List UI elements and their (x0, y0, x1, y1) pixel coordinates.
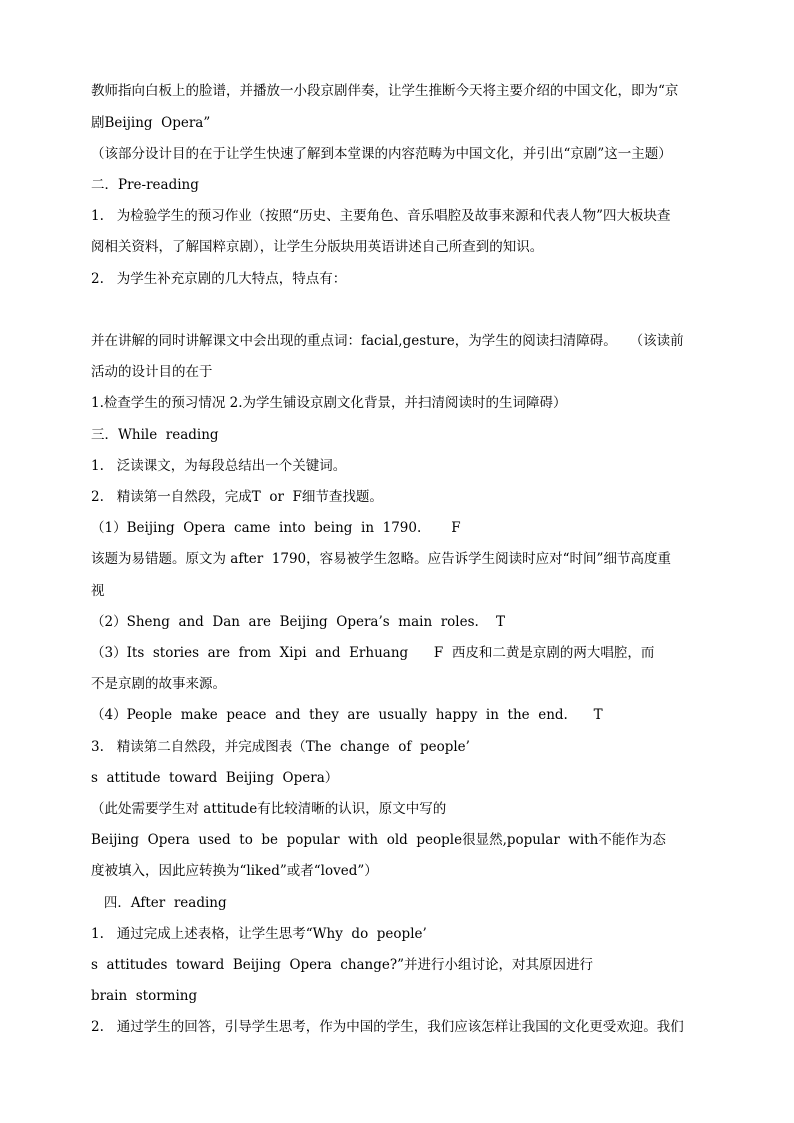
text-line: Beijing Opera used to be popular with old people很显然,popular with不能作为态 (91, 832, 666, 848)
section-heading: 四．After reading (91, 895, 227, 911)
text-line: 并在讲解的同时讲解课文中会出现的重点词：facial,gesture，为学生的阅读扫清障碍。 （该读前 (91, 333, 684, 349)
text-line: 2. 精读第一自然段，完成T or F细节查找题。 (91, 489, 383, 505)
text-line: 1. 为检验学生的预习作业（按照“历史、主要角色、音乐唱腔及故事来源和代表人物”四大板块查 (91, 208, 671, 224)
text-line: 2. 通过学生的回答，引导学生思考，作为中国的学生，我们应该怎样让我国的文化更受欢迎。我们 (91, 1019, 684, 1035)
text-line: 教师指向白板上的脸谱，并播放一小段京剧伴奏，让学生推断今天将主要介绍的中国文化，即为“京 (91, 83, 679, 99)
text-line: 3. 精读第二自然段，并完成图表（The change of people’ (91, 739, 470, 755)
text-line: （1）Beijing Opera came into being in 1790. F (91, 520, 461, 536)
text-line: s attitudes toward Beijing Opera change?”并进行小组讨论，对其原因进行 (91, 957, 594, 973)
section-heading: 二．Pre-reading (91, 177, 199, 193)
text-line: （4）People make peace and they are usually happy in the end. T (91, 707, 603, 723)
section-heading: 三．While reading (91, 427, 219, 443)
text-line: （此处需要学生对 attitude有比较清晰的认识，原文中写的 (91, 801, 447, 817)
text-line: 不是京剧的故事来源。 (91, 676, 226, 692)
text-line: 该题为易错题。原文为 after 1790，容易被学生忽略。应告诉学生阅读时应对“时间”细节高度重 (91, 551, 671, 567)
text-line: 1.检查学生的预习情况 2.为学生铺设京剧文化背景，并扫清阅读时的生词障碍） (91, 395, 567, 411)
text-line: 度被填入，因此应转换为“liked”或者“loved”） (91, 863, 378, 879)
text-line: 阅相关资料，了解国粹京剧），让学生分版块用英语讲述自己所查到的知识。 (91, 239, 544, 255)
text-line: brain storming (91, 988, 198, 1004)
text-line: s attitude toward Beijing Opera） (91, 770, 339, 786)
text-line: 2. 为学生补充京剧的几大特点，特点有： (91, 271, 347, 287)
text-line: 1. 通过完成上述表格，让学生思考“Why do people’ (91, 926, 427, 942)
text-line: 视 (91, 583, 105, 599)
text-line: 1. 泛读课文，为每段总结出一个关键词。 (91, 458, 347, 474)
text-line: （2）Sheng and Dan are Beijing Opera’s main roles. T (91, 614, 506, 630)
text-line: 剧Beijing Opera” (91, 115, 211, 131)
text-line: （该部分设计目的在于让学生快速了解到本堂课的内容范畴为中国文化，并引出“京剧”这一主题） (91, 146, 672, 162)
text-line: 活动的设计目的在于 (91, 364, 213, 380)
text-line: （3）Its stories are from Xipi and Erhuang F 西皮和二黄是京剧的两大唱腔，而 (91, 645, 655, 661)
